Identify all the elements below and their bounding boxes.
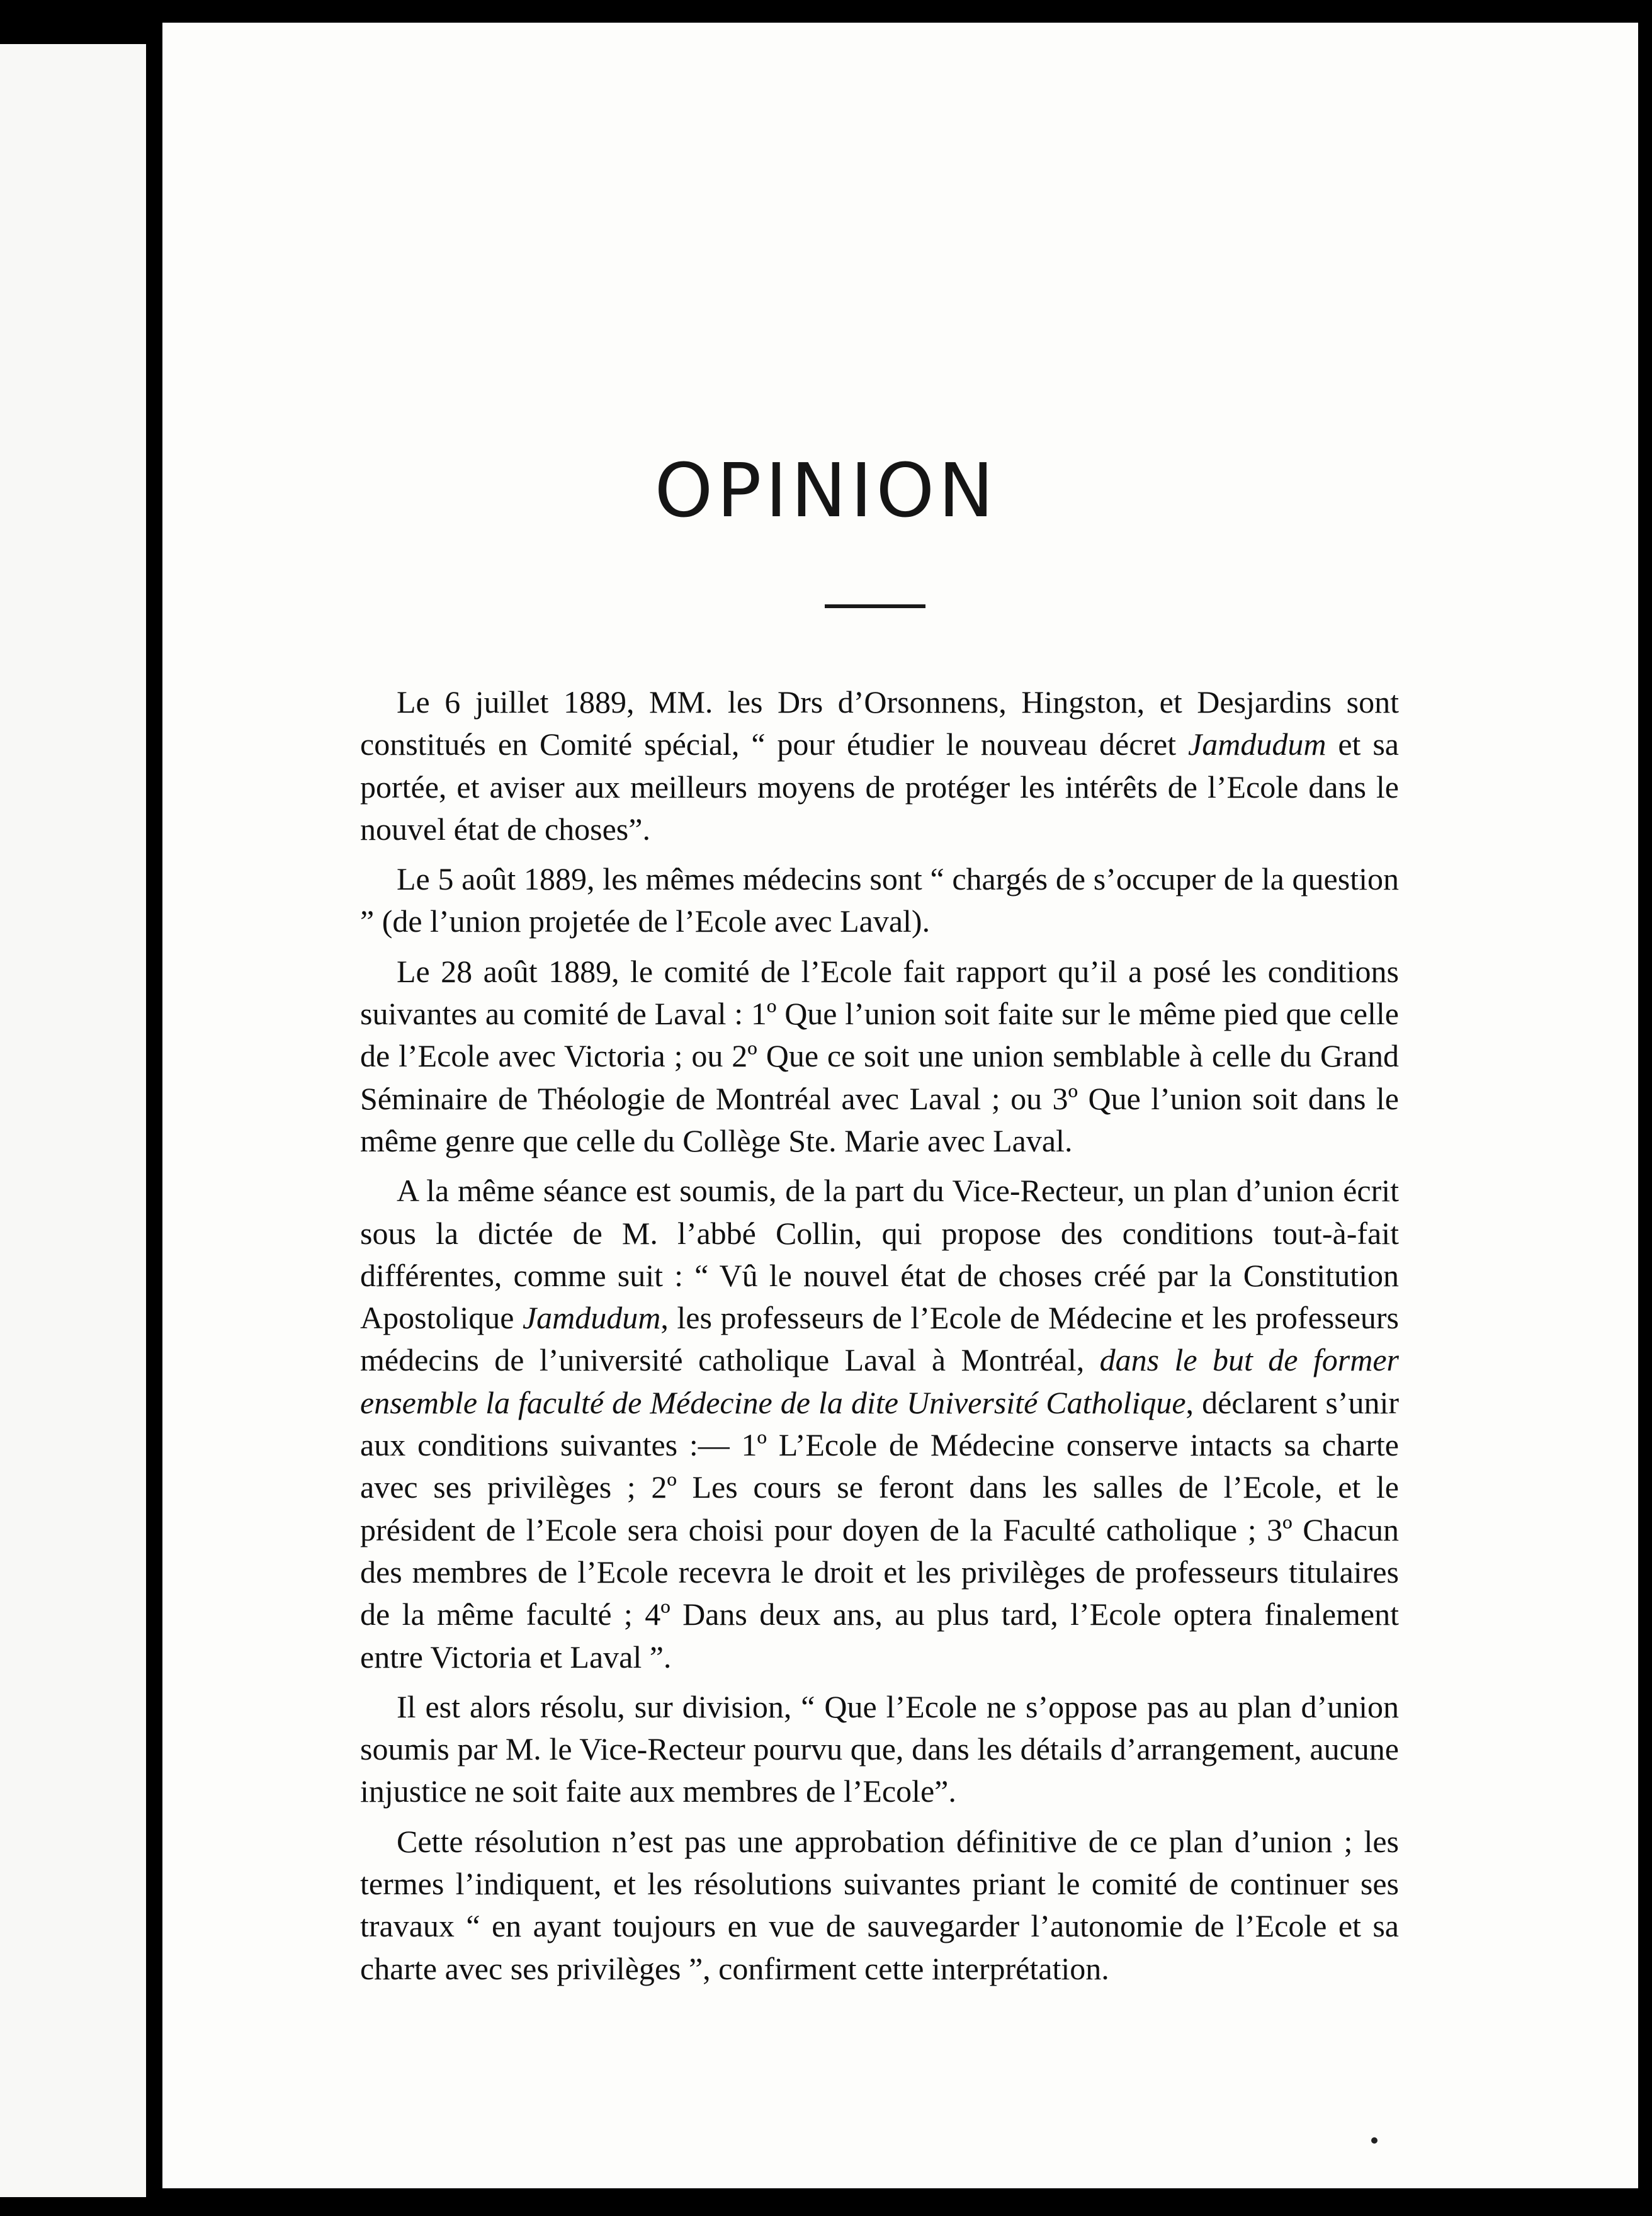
text-run: A la même séance est soumis, de la part du Vice-Recteur, un plan d’union écrit sous la dictée de M. l’abbé Collin, qui propose des conditions tout-à-fait différentes, comme suit : “ Vû le nouvel état de choses créé par la Constitution Apostolique <box>360 1173 1399 1336</box>
text-run: et sa portée, et aviser aux meilleurs moyens de protéger les intérêts de l’Ecole dans le nouvel état de choses”. <box>360 726 1400 847</box>
page-title: OPINION <box>654 447 998 534</box>
italic-text-run: Jamdudum <box>1188 726 1327 762</box>
facing-page-edge <box>0 44 146 2197</box>
text-run: Il est alors résolu, sur division, “ Que l’Ecole ne s’oppose pas au plan d’union soumis par M. le Vice-Recteur pourvu que, dans les détails d’arrangement, aucune injustice ne soit faite aux membres de l’Ecole”. <box>360 1688 1399 1809</box>
paragraph <box>360 1686 1399 1813</box>
paragraph <box>360 951 1399 1162</box>
paragraph <box>360 1821 1399 1990</box>
paragraph <box>360 858 1399 943</box>
paragraph <box>360 1170 1399 1678</box>
text-run: Le 5 août 1889, les mêmes médecins sont “ chargés de s’occuper de la question ” (de l’union projetée de l’Ecole avec Laval). <box>360 861 1399 939</box>
title-rule <box>825 604 925 608</box>
italic-text-run: dans le but de former ensemble la faculté de Médecine de la dite Université Catholique <box>360 1342 1399 1420</box>
paragraph <box>360 681 1399 851</box>
text-run: , déclarent s’unir aux conditions suivantes :— 1º L’Ecole de Médecine conserve intacts sa charte avec ses privilèges ; 2º Les cours se feront dans les salles de l’Ecole, et le président de l’Ecole sera choisi pour doyen de la Faculté catholique ; 3º Chacun des membres de l’Ecole recevra le droit et les privilèges de professeurs titulaires de la même faculté ; 4º Dans deux ans, au plus tard, l’Ecole optera finalement entre Victoria et Laval ”. <box>360 1384 1399 1675</box>
print-speck <box>1371 2137 1378 2144</box>
text-run: Cette résolution n’est pas une approbation définitive de ce plan d’union ; les termes l’indiquent, et les résolutions suivantes priant le comité de continuer ses travaux “ en ayant toujours en vue de sauvegarder l’autonomie de l’Ecole et sa charte avec ses privilèges ”, confirment cette interprétation. <box>360 1823 1399 1986</box>
text-run: Le 6 juillet 1889, MM. les Drs d’Orsonnens, Hingston, et Desjardins sont constitués en Comité spécial, “ pour étudier le nouveau décret <box>360 684 1399 762</box>
italic-text-run: Jamdudum <box>522 1300 661 1336</box>
document-body <box>360 681 1399 1990</box>
text-run: Le 28 août 1889, le comité de l’Ecole fait rapport qu’il a posé les conditions suivantes au comité de Laval : 1º Que l’union soit faite sur le même pied que celle de l’Ecole avec Victoria ; ou 2º Que ce soit une union semblable à celle du Grand Séminaire de Théologie de Montréal avec Laval ; ou 3º Que l’union soit dans le même genre que celle du Collège Ste. Marie avec Laval. <box>360 953 1399 1158</box>
text-run: , les professeurs de l’Ecole de Médecine et les professeurs médecins de l’université catholique Laval à Montréal, <box>360 1300 1399 1378</box>
